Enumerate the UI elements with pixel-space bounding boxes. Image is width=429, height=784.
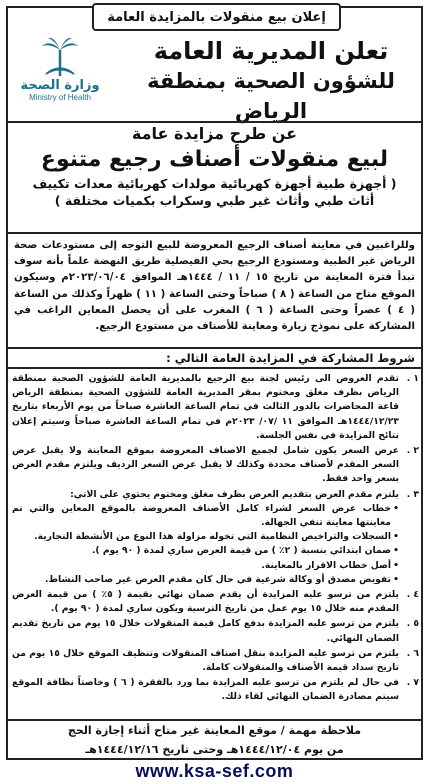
- bullet-item: • ضمان ابتدائي بنسبة ( ٢٪ ) من قيمة العرض ساري لمدة ( ٩٠ يوم ).: [12, 544, 399, 558]
- required-documents-list: [12, 502, 399, 587]
- condition-number: ٢ .: [406, 445, 419, 457]
- palm-swords-logo-icon: [40, 36, 80, 78]
- divider-middle: [8, 232, 421, 234]
- condition-text: يلتزم من ترسو عليه المزايدة أن يقدم ضمان نهائي بقيمة ( ٥٪ ) من قيمة العرض المقدم منه خلال ١٥ يوم عمل من تاريخ الترسية ويكون ساري لمدة ( ٩٠ يوم ).: [12, 589, 399, 615]
- title-line2: لبيع منقولات أصناف رجيع متنوع: [40, 147, 389, 172]
- condition-number: ٧ .: [406, 677, 419, 689]
- bullet-item: • خطاب عرض السعر لشراء كامل الأصناف المعروضة بالموقع المعاين والتي تم معاينتها معاينة تنفي الجهالة.: [12, 502, 399, 530]
- condition-item: [12, 444, 419, 487]
- condition-text: تقدم العروض الى رئيس لجنة بيع الرجيع بالمديرية العامة للشؤون الصحية بمنطقة الرياض بظرف مغلق ومختوم بمقر المديرية العامة للشؤون الصحية بمنطقة الرياض قاعة المحاضرات بالدور الثالث في تمام الساعة العاشرة صباحاً من يوم الأربعاء بتاريخ ١٤٤٤/١٢/٢٣هـ الموافق ١١ /٠٧/ ٢٠٢٣م في تمام الساعة العاشرة صباحاً وسيتم إعلان نتائج المزايدة في نفس الجلسة.: [12, 373, 399, 441]
- condition-text-intro: يلتزم مقدم العرض بتقديم العرض بظرف مغلق ومختوم يحتوي على الاتي:: [70, 488, 399, 500]
- condition-text: عرض السعر يكون شامل لجميع الاصناف المعروضة بموقع المعاينة ولا يقبل عرض السعر المقدم لأصناف محددة وكذلك لا يقبل عرض السعر الرديف ويلتزم مقدم العرض بسعر واحد فقط.: [12, 445, 399, 485]
- condition-number: ١ .: [406, 373, 419, 384]
- logo-english: Ministry of Health: [29, 93, 91, 102]
- condition-number: ٥ .: [406, 618, 419, 630]
- announcer-line2: للشؤون الصحية بمنطقة الرياض: [147, 69, 395, 123]
- bullet-item: • أصل خطاب الاقرار بالمعاينة.: [12, 559, 399, 573]
- condition-item: [12, 647, 419, 675]
- title-line4: أثاث طبي وأثاث غير طبي وسكراب بكميات مختلفة ): [54, 193, 375, 208]
- condition-number: ٤ .: [406, 589, 419, 601]
- title-line1: عن طرح مزايدة عامة: [131, 124, 298, 143]
- condition-item: [12, 372, 419, 443]
- note-line1: ملاحظة مهمة / موقع المعاينة غير متاح أثناء إجازة الحج: [67, 724, 362, 737]
- condition-item: [12, 676, 419, 704]
- note-line2: من يوم ١٤٤٤/١٢/٠٤هـ وحتى تاريخ ١٤٤٤/١٢/١٦هـ: [85, 743, 344, 756]
- condition-text: يلتزم من ترسو عليه المزايدة بدفع كامل قيمة المنقولات خلال ١٥ يوم من تاريخ تقديم الضمان النهائي.: [12, 618, 399, 644]
- condition-item: [12, 588, 419, 616]
- condition-item: [12, 488, 419, 587]
- condition-number: ٦ .: [406, 647, 419, 659]
- header: [8, 36, 421, 123]
- conditions-header: شروط المشاركة في المزايدة العامة التالي :: [8, 347, 421, 369]
- bullet-item: • تفويض مصدق أو وكالة شرعية في حال كان مقدم العرض غير صاحب النشاط.: [12, 573, 399, 587]
- website-watermark: www.ksa-sef.com: [135, 761, 294, 781]
- condition-text: [12, 488, 399, 587]
- ribbon-title: إعلان بيع منقولات بالمزايدة العامة: [92, 3, 341, 31]
- logo-arabic: وزارة الصحة: [20, 78, 100, 93]
- condition-text: يلتزم من ترسو عليه المزايدة بنقل اصناف المنقولات وتنظيف الموقع خلال ١٥ يوم من تاريخ سداد قيمة الأصناف والمنقولات كاملة.: [12, 647, 399, 674]
- condition-number: ٣ .: [406, 488, 419, 500]
- intro-paragraph: وللراغبين في معاينة أصناف الرجيع المعروضة للبيع التوجه إلى مستودعات صحة الرياض غير الطبية ومستودع الرجيع بحي الفيصلية طريق النهضة علماً بأنه سوف تبدأ فترة المعاينة من تاريخ ١٥ / ١١ / ١٤٤٤هـ الموافق ٢٠٢٣/٠٦/٠٤م وسيكون الموقع متاح من الساعة ( ٨ ) صباحاً وحتى الساعة ( ١١ ) ظهراً وكذلك من الساعة ( ٤ ) عصراً وحتى الساعة ( ٦ ) المغرب على أن يحصل المعاين الراغب في المشاركة على نموذج زيارة ومعاينة للأصناف من مستودع الرجيع.: [14, 240, 415, 333]
- ministry-logo: [12, 36, 108, 118]
- condition-item: [12, 617, 419, 645]
- conditions-list: [12, 372, 419, 706]
- title-line3: ( أجهزة طبية أجهزة كهربائية مولدات كهربائية معدات تكييف: [32, 176, 397, 191]
- important-note: [8, 719, 421, 761]
- title-block: [8, 121, 421, 233]
- announcer: [121, 36, 421, 126]
- bullet-item: • السجلات والتراخيص النظامية التي تخوله مزاولة هذا النوع من الأنشطة التجارية.: [12, 530, 399, 544]
- announcer-line1: تعلن المديرية العامة: [153, 37, 389, 65]
- condition-text: في حال لم يلتزم من ترسو عليه المزايدة بما ورد بالفقرة ( ٦ ) وخاصتاً نظافة الموقع سيتم مصادرة الضمان النهائي لقاء ذلك.: [12, 677, 400, 703]
